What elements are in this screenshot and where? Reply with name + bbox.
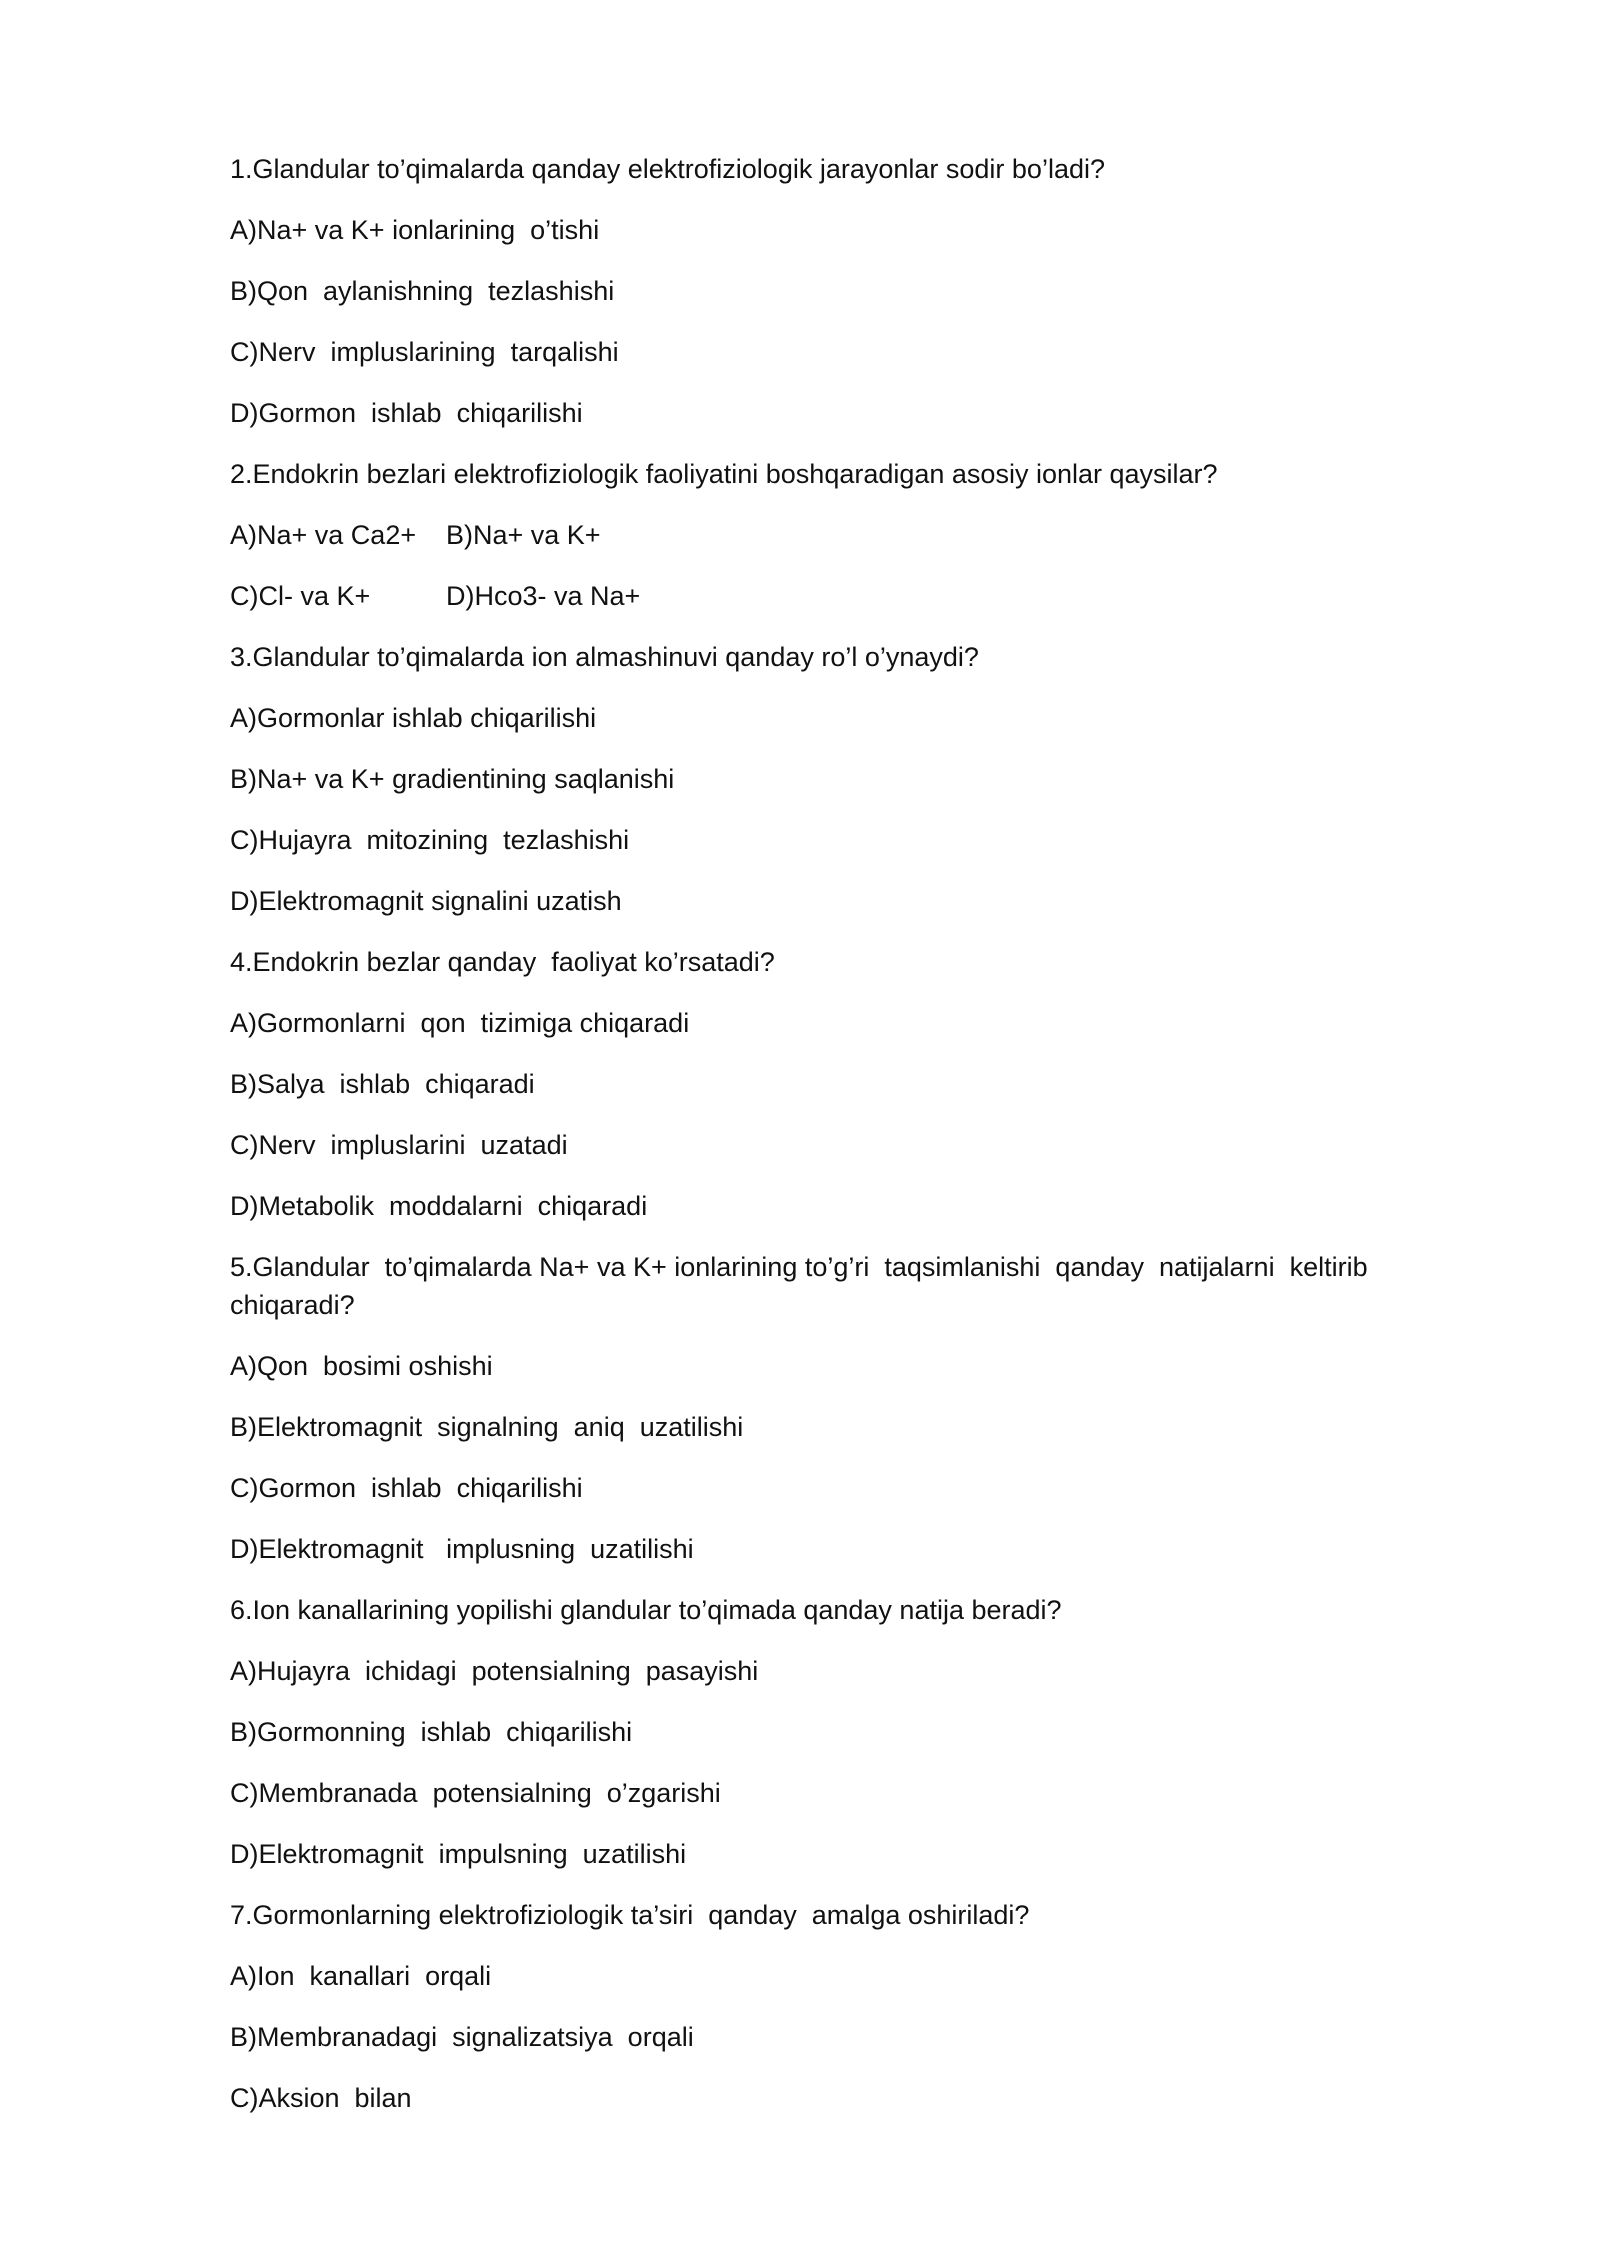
question-4: 4.Endokrin bezlar qanday faoliyat ko’rsatadi? bbox=[230, 947, 775, 977]
question-1-option-a: A)Na+ va K+ ionlarining o’tishi bbox=[230, 215, 600, 245]
question-7-option-c: C)Aksion bilan bbox=[230, 2083, 412, 2113]
question-2-option-a: A)Na+ va Ca2+ bbox=[230, 520, 417, 550]
question-2-options-row-2 bbox=[230, 577, 1410, 615]
question-5: 5.Glandular to’qimalarda Na+ va K+ ionlarining to’g’ri taqsimlanishi qanday natijalarni keltirib chiqaradi? bbox=[230, 1252, 1376, 1320]
question-4-option-a: A)Gormonlarni qon tizimiga chiqaradi bbox=[230, 1008, 690, 1038]
question-5-option-a: A)Qon bosimi oshishi bbox=[230, 1351, 493, 1381]
question-6-option-c: C)Membranada potensialning o’zgarishi bbox=[230, 1778, 721, 1808]
question-4-option-c: C)Nerv impluslarini uzatadi bbox=[230, 1130, 568, 1160]
question-6-option-b: B)Gormonning ishlab chiqarilishi bbox=[230, 1717, 633, 1747]
question-3-option-c: C)Hujayra mitozining tezlashishi bbox=[230, 825, 630, 855]
question-7: 7.Gormonlarning elektrofiziologik ta’siri qanday amalga oshiriladi? bbox=[230, 1900, 1030, 1930]
question-2-option-b: B)Na+ va K+ bbox=[446, 520, 601, 550]
question-6: 6.Ion kanallarining yopilishi glandular to’qimada qanday natija beradi? bbox=[230, 1595, 1062, 1625]
question-3-option-b: B)Na+ va K+ gradientining saqlanishi bbox=[230, 764, 675, 794]
question-2-option-c: C)Cl- va K+ bbox=[230, 581, 371, 611]
question-2-options-row-1 bbox=[230, 516, 1410, 554]
document-body bbox=[230, 150, 1410, 2140]
question-5-option-b: B)Elektromagnit signalning aniq uzatilishi bbox=[230, 1412, 744, 1442]
question-2: 2.Endokrin bezlari elektrofiziologik faoliyatini boshqaradigan asosiy ionlar qaysilar? bbox=[230, 459, 1218, 489]
question-6-option-d: D)Elektromagnit impulsning uzatilishi bbox=[230, 1839, 687, 1869]
question-6-option-a: A)Hujayra ichidagi potensialning pasayishi bbox=[230, 1656, 759, 1686]
question-5-option-c: C)Gormon ishlab chiqarilishi bbox=[230, 1473, 583, 1503]
question-2-option-d: D)Hco3- va Na+ bbox=[446, 581, 641, 611]
question-1: 1.Glandular to’qimalarda qanday elektrofiziologik jarayonlar sodir bo’ladi? bbox=[230, 154, 1105, 184]
question-4-option-b: B)Salya ishlab chiqaradi bbox=[230, 1069, 535, 1099]
question-1-option-c: C)Nerv impluslarining tarqalishi bbox=[230, 337, 619, 367]
question-1-option-d: D)Gormon ishlab chiqarilishi bbox=[230, 398, 583, 428]
question-7-option-b: B)Membranadagi signalizatsiya orqali bbox=[230, 2022, 694, 2052]
question-3: 3.Glandular to’qimalarda ion almashinuvi qanday ro’l o’ynaydi? bbox=[230, 642, 979, 672]
question-4-option-d: D)Metabolik moddalarni chiqaradi bbox=[230, 1191, 648, 1221]
question-3-option-a: A)Gormonlar ishlab chiqarilishi bbox=[230, 703, 597, 733]
question-5-option-d: D)Elektromagnit implusning uzatilishi bbox=[230, 1534, 694, 1564]
question-3-option-d: D)Elektromagnit signalini uzatish bbox=[230, 886, 622, 916]
question-7-option-a: A)Ion kanallari orqali bbox=[230, 1961, 492, 1991]
question-1-option-b: B)Qon aylanishning tezlashishi bbox=[230, 276, 615, 306]
